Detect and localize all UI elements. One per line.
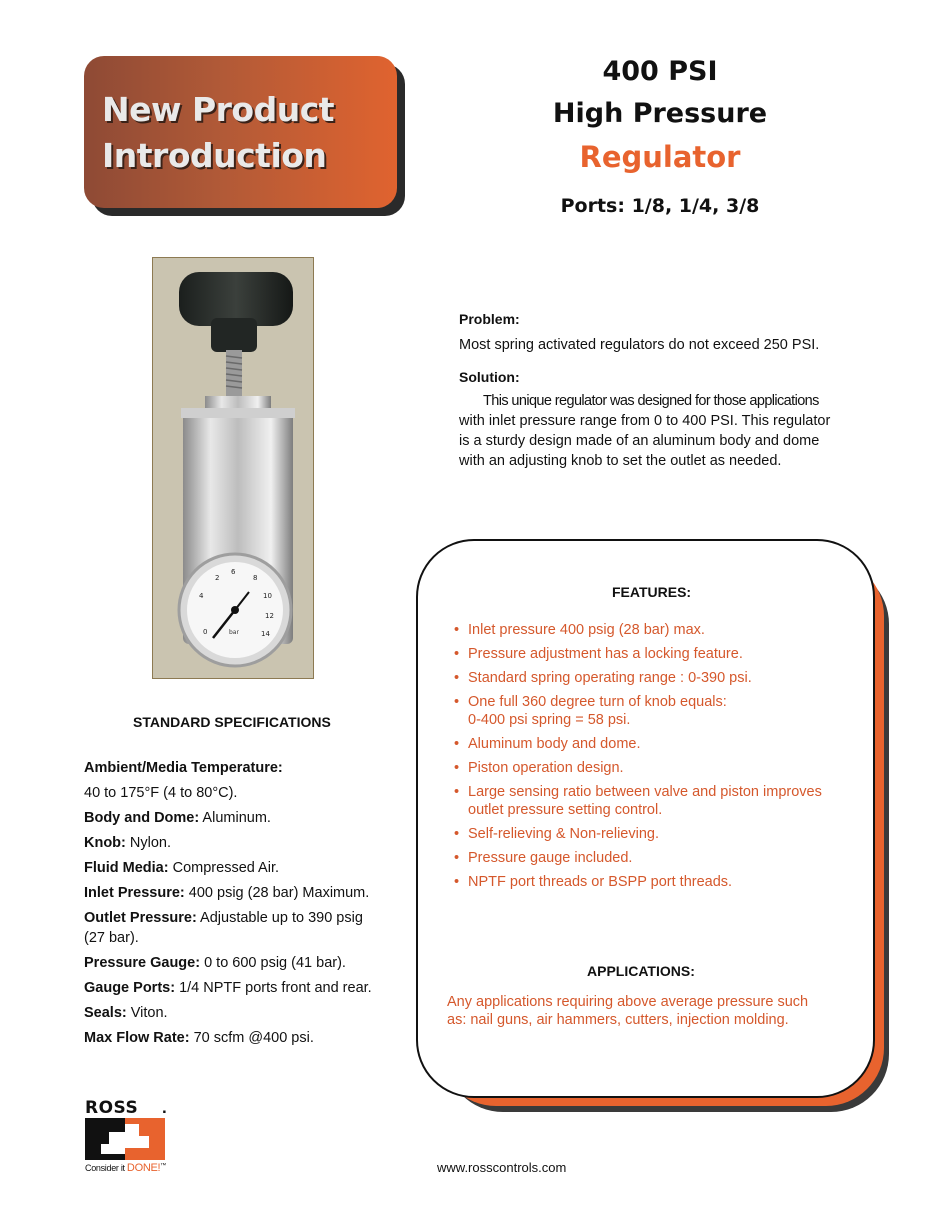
features-heading: FEATURES:	[612, 584, 692, 600]
feature-item: • NPTF port threads or BSPP port threads.	[454, 874, 733, 890]
footer-url[interactable]: www.rosscontrols.com	[437, 1160, 567, 1175]
feature-item: • Pressure adjustment has a locking feature.	[454, 646, 743, 662]
solution-heading: Solution:	[459, 369, 520, 385]
feature-item: • One full 360 degree turn of knob equals: 0-400 psi spring = 58 psi.	[454, 694, 727, 728]
problem-text: Most spring activated regulators do not exceed 250 PSI.	[459, 337, 820, 353]
spec-flow: Max Flow Rate: 70 scfm @400 psi.	[84, 1030, 314, 1046]
banner-line-2: Introduction	[102, 136, 327, 175]
solution-text: This unique regulator was designed for those applications with inlet pressure range from 0 to 400 PSI. This regulator is a sturdy design made of an aluminum body and dome with an adjusting knob to set the outlet as needed.	[459, 393, 831, 469]
knob-icon	[179, 272, 293, 326]
feature-item: • Pressure gauge included.	[454, 850, 633, 866]
new-product-banner	[84, 56, 397, 208]
feature-item: • Large sensing ratio between valve and piston improves outlet pressure setting control.	[454, 784, 822, 818]
logo-dot: .	[162, 1098, 167, 1117]
product-photo	[152, 257, 314, 679]
spec-inlet: Inlet Pressure: 400 psig (28 bar) Maximum.	[84, 885, 370, 901]
svg-text:8: 8	[253, 574, 258, 582]
title-ports: Ports: 1/8, 1/4, 3/8	[560, 195, 760, 217]
specs-heading: STANDARD SPECIFICATIONS	[133, 714, 331, 730]
regulator-illustration	[153, 258, 313, 678]
applications-heading: APPLICATIONS:	[587, 963, 695, 979]
svg-text:6: 6	[231, 568, 236, 576]
spec-outlet: Outlet Pressure: Adjustable up to 390 psig	[84, 910, 363, 926]
spec-ambient-value: 40 to 175°F (4 to 80°C).	[84, 785, 238, 801]
logo-tagline: Consider it DONE!™	[85, 1162, 166, 1174]
title-high-pressure: High Pressure	[552, 98, 768, 129]
svg-text:4: 4	[199, 592, 204, 600]
spec-gauge: Pressure Gauge: 0 to 600 psig (41 bar).	[84, 955, 346, 971]
feature-item: • Inlet pressure 400 psig (28 bar) max.	[454, 622, 705, 638]
spec-fluid: Fluid Media: Compressed Air.	[84, 860, 280, 876]
spec-knob: Knob: Nylon.	[84, 835, 172, 851]
svg-text:12: 12	[265, 612, 274, 620]
ross-logo-text: ROSS	[85, 1098, 139, 1118]
svg-text:10: 10	[263, 592, 272, 600]
ross-logo-icon	[85, 1118, 165, 1160]
svg-text:2: 2	[215, 574, 220, 582]
banner-line-1: New Product	[102, 90, 335, 129]
svg-text:14: 14	[261, 630, 270, 638]
svg-text:bar: bar	[229, 629, 239, 636]
svg-text:0: 0	[203, 628, 208, 636]
title-regulator: Regulator	[579, 140, 741, 174]
feature-item: • Piston operation design.	[454, 760, 624, 776]
feature-item: • Aluminum body and dome.	[454, 736, 641, 752]
features-list	[454, 621, 864, 897]
feature-item: • Self-relieving & Non-relieving.	[454, 826, 659, 842]
feature-item: • Standard spring operating range : 0-390 psi.	[454, 670, 752, 686]
applications-text: Any applications requiring above average pressure such as: nail guns, air hammers, cutters, injection molding.	[447, 994, 809, 1028]
spec-seals: Seals: Viton.	[84, 1005, 168, 1021]
problem-heading: Problem:	[459, 311, 520, 327]
spec-body: Body and Dome: Aluminum.	[84, 810, 271, 826]
spec-ambient: Ambient/Media Temperature:	[84, 760, 283, 776]
specs-list	[84, 758, 414, 1053]
title-psi: 400 PSI	[602, 56, 718, 87]
spec-outlet-cont: (27 bar).	[84, 930, 139, 946]
spec-gauge-ports: Gauge Ports: 1/4 NPTF ports front and rear.	[84, 980, 372, 996]
